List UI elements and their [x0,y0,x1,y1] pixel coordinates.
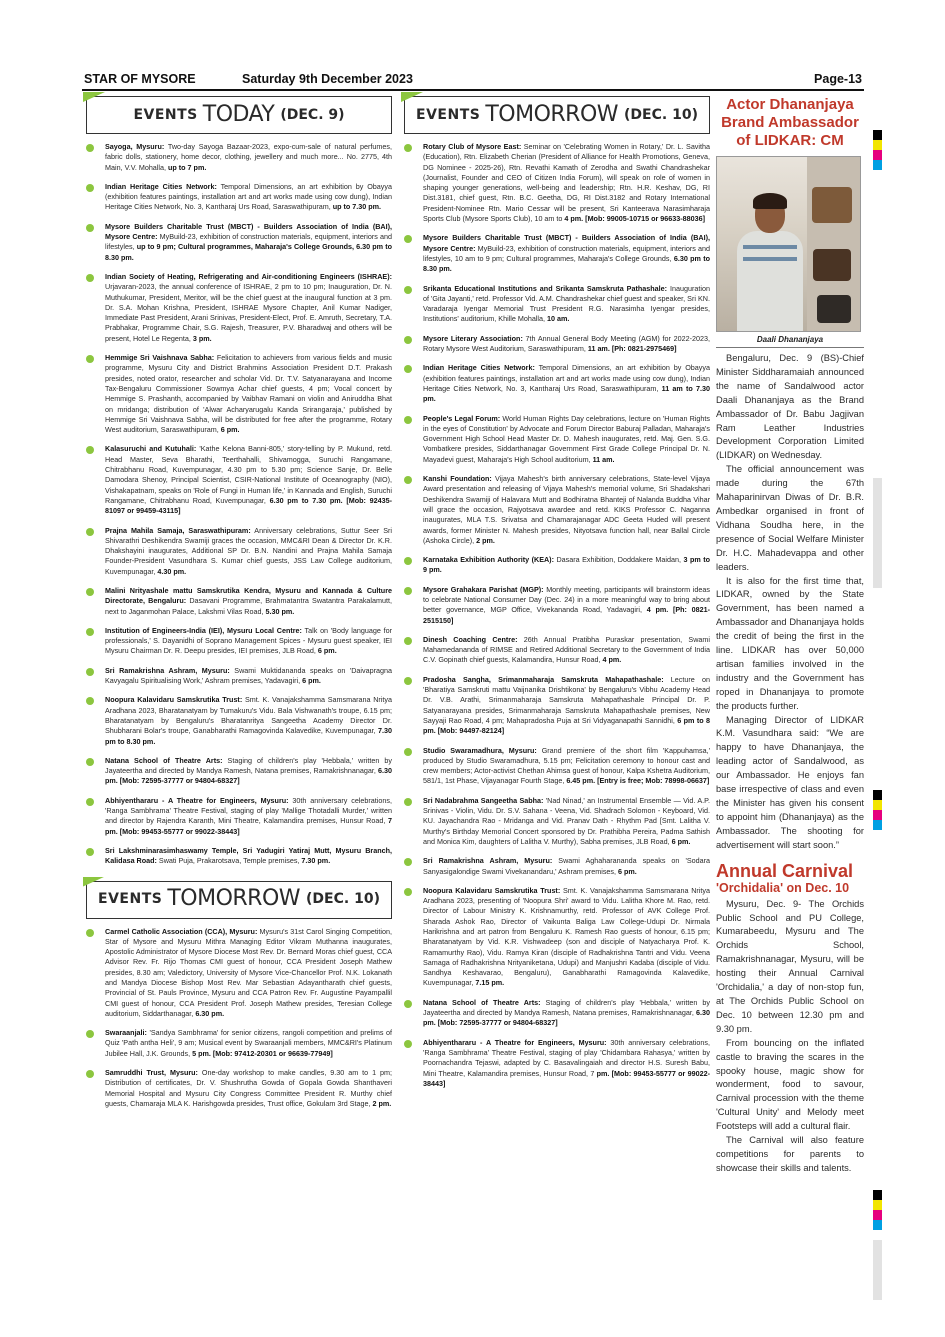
event-details: Inauguration of 'Gita Jayanti,' retd. Professor Vid. A.M. Chandrashekar chief guest and speaker, Sri KN. Varadaraja Iyengar Memorial Trust President R.G. Narasimha Iyengar presides, Institutions' auditorium, Khille Mohalla, [423,283,710,324]
bullet-dot-icon [86,588,94,596]
event-time: 6.30 pm. [Mob: 72595-37777 or 94804-68327] [105,766,392,786]
event-time: 6 pm. [220,425,240,435]
event-title: Carmel Catholic Association (CCA), Mysuru: [105,926,258,936]
event-time: 6 pm. [302,676,321,686]
event-title: Studio Swaramadhura, Mysuru: [423,745,537,755]
event-details: 'Nad Ninad,' an Instrumental Ensemble — Vid. A.P. Srinivas - Violin, Vidu. Dr. S.V. Sahana - Veena, Vid. Shadrach Solomon - Keyboard, Vid. KU. Jayachandra Rao - Mridanga and Vid. Pranav Dath - Rhythm Pad [Smt. Lalitha V. Murthy's Birthday Memorial Concert sponsored by Dr. Prathibha Pereira, Padma Sathish and Monica Kim, daughters of Lalitha V. Murthy), Sabha premises, JLB Road, [423,795,710,846]
event-item [404,796,710,847]
event-item [86,927,392,1020]
event-title: Samruddhi Trust, Mysuru: [105,1068,198,1078]
event-item [86,526,392,577]
photo-caption: Daali Dhananjaya [716,335,864,348]
event-details: World Human Rights Day celebrations, lecture on 'Human Rights in the eyes of Constitution' by Advocate and Forum Director Baburaj Palladan, Maharaja's Government High School Head Master Dr. D. Mahesh inaugurates, retd. Maj. Gen. S.G. Vombatkere presides, Siddarthanagar Government First Grade College Principal Dr. N. Mayadevi guest, Maharaja's High School auditorium, [423,413,711,464]
event-item [86,142,392,173]
event-title: Rotary Club of Mysore East: [423,142,522,151]
bullet-dot-icon [404,1040,412,1048]
event-details: Monthly meeting, participants will brainstorm ideas to celebrate National Consumer Day (Dec. 24) in a more meaningful way to bring about better governance, MGP Office, Vivekananda Road, Yadavagiri, [423,584,710,615]
side-column [716,96,864,1176]
events-day: TODAY [202,101,275,127]
bullet-dot-icon [404,748,412,756]
event-time: up to 9 pm; Cultural programmes, Maharaja's College Grounds, 6.30 pm to 8.30 pm. [105,242,392,262]
event-details: Mysuru's 31st Carol Singing Competition, Star of Mysore and Mysuru Mithra Managing Editor Vikram Muthanna inaugurates, Apostolic Administrator of Mysore Diocese Most Rev. Dr. Bernard Moras chief guest, CCA Advisor Rev. Fr. Rijo Thomas CMI guest of honour, CCA President Joseph Mathew presides, 8.30 am; Valedictory, University of Mysore Vice-Chancellor Prof. N.K. Lokanath and Mandya Diocese Bishop Most Rev. Mar Sebastian Adayantharath chief guests, Provincial of St. Pauls Province, Mysuru and CCA Patron Rev. Fr. Augustine Payampallil CMI guest of honour, CCA President Prof. Joseph Mathew presides, Teresian College auditorium, Siddarthanagar, [105,926,392,1018]
event-details: 26th Annual Pratibha Puraskar presentation, Swami Mahamedananda of RIMSE and Retired Additional Secretary to the Government of India C.V. Gopinath chief guests, Kalamandira, Hunsur Road, [423,634,710,665]
bullet-dot-icon [86,144,94,152]
event-details: Smt. K. Vanajakshamma Samsmarana Nritya Aradhana 2023, presenting of 'Noopura Shri' award to Vidu. Lalitha Khore M. Rao, retd. Director of Labour Ministry K. Krishnamurthy, retd. Professor of AVK College Prof. Sharada Ashok Rao, Director of Vaikunta Baliga Law College-Udupi Dr. Nirmala Harikrishna and art patron from Bengaluru K. Ramesh Rao guests of honour, 6.15 pm; Bharatanatyam by Vid. K.R. Vishwadeep (son and disciple of Natyacharya Prof. K. Ramamurthy Rao), Vidu. Ramya Kiran (disciple of Radhakrishna Tantri and Vidu. Veena Samaga of Radhakrishna Nrityaniketana, Udupi) and Manjushri Kadaba (disciple of Vidu. Sandhya Keshavarao, Bengaluru), Ganabharathi Ramagovinda Kalavedike, Kuvempunagar, [423,885,710,988]
bullet-dot-icon [86,446,94,454]
event-title: Noopura Kalavidaru Samskrutika Trust: [105,695,243,705]
event-details: Staging of children's play 'Hebbala,' written by Jayateertha and directed by Mandya Ramesh, Natana premises, Ramakrishnanagar, [423,997,710,1018]
event-details: Staging of children's play 'Hebbala,' written by Jayateertha and directed by Mandya Ramesh, Natana premises, Ramakrishnanagar, [105,755,392,776]
events-tomorrow-box [404,96,710,134]
events-label: EVENTS [98,891,163,908]
event-item [404,1038,710,1089]
event-details: Talk on 'Body language for professionals,' S. Dayanidhi of Soprano Management Spices - Mysuru guest speaker, IEI Mysuru Chairman Dr. R. Deepu presides, IEI premises, JLB Road, [105,625,392,656]
event-details: 30th anniversary celebrations, 'Ranga Sambhrama' Theatre Festival, staging of play 'Chidambara Rahasya,' written by Poornachandra Tejaswi, adapted by C. Basavalingaiah and director H.S. Suresh Babu, Mini Theatre, Kalamandira premises, Hunsur Road, 7 [423,1037,710,1078]
event-time: 6 pm. [671,836,691,846]
event-details: Temporal Dimensions, an art exhibition by Obayya (exhibition features paintings, installation art and art works made using cow dung), Indian Heritage Cities Network, No. 3, Kantharaj Urs Road, Saraswathipuram, [105,181,392,212]
event-item [86,182,392,213]
events-day: TOMORROW [167,886,301,912]
event-details: Dasavani Programme, Brahmatantra Swatantra Parakalamutt, next to Jaganmohan Palace, Lakshmi Vilas Road, [105,596,392,616]
bullet-dot-icon [86,528,94,536]
events-date: (DEC. 10) [306,891,380,908]
event-details: Felicitation to achievers from various fields and music programme, Mysuru City and District Brahmins Association President D.T. Prakash presides, noted orator, researcher and scholar Vid. Dr. T.V. Satyanarayana and Income Tax-Bengaluru Commissioner Sowmya Achar chief guests, 4 pm; Vocal concert by Hemmige S. Prashanth, accompanied by Vaibhav Ramani on violin and Aniruddha Bhat on mridanga; distribution of 'Alwar Acharyarugalu Kanda Srirangaraja,' published by Hemmige Sri Vaishnava Sabha, will be distributed for free after the programme, Rotary West auditorium, Saraswathipuram, [105,353,393,435]
event-details: Urjavaran-2023, the annual conference of ISHRAE, 2 pm to 10 pm; Inauguration, Dr. N. Muthukumar, President, Meritor, will be the chief guest at the inaugural function at 3 pm. Dr. S.A. Mohan Krishna, President, ISHRAE Mysore Chapter, Anil Kumar Nadiger, Immediate Past President, Arani Srinivas, President-Elect, Prof. E. Amruth, Secretary, T.A. Prabhakar, Programme Chair, S.G. Rajesh, Treasurer, P.V. Bharadwaj and others will be present, Hotel Le Regenta, [105,282,392,343]
bullet-dot-icon [86,224,94,232]
event-item [86,272,392,344]
event-title: Natana School of Theatre Arts: [105,755,223,765]
event-time: 2 pm. [372,1098,392,1108]
event-time: 6.30 pm. [Mob: 72595-37777 or 94804-68327] [423,1008,710,1028]
event-details: MyBuild-23, exhibition of construction materials, equipment, interiors and lifestyles, [105,232,393,252]
event-title: Swaraanjali: [105,1028,147,1038]
event-item [86,444,392,516]
event-title: Kanshi Foundation: [423,474,492,484]
events-column-left [86,96,392,1118]
event-item [404,474,710,546]
bullet-dot-icon [86,668,94,676]
event-item [404,284,710,325]
event-details: One-day workshop to make candles, 9.30 am to 1 pm; Distribution of certificates, Dr. V. Shushrutha Gowda of Gopala Gowda Shanthaveri Memorial Hospital and Mysuru City Congress Committee President R. Murthy chief guests, Chamaraja MLA K. Harishgowda presides, Trust office, Gokulam 3rd Stage, [105,1068,392,1108]
event-title: Sri Ramakrishna Ashram, Mysuru: [423,856,553,866]
bullet-dot-icon [404,286,412,294]
event-item [86,586,392,617]
article-paragraph: From bouncing on the inflated castle to braving the scares in the spooky house, magic show for wonderment, food to savour, Carnival procession with the theme 'Cultural Unity' and Melody meet Footsteps will add a cultural flair. [716,1037,864,1132]
event-title: Pradosha Sangha, Srimanmaharaja Samskruta Mahapathashale: [423,674,664,684]
event-time: 11 am. [Ph: 0821-2975469] [587,344,677,354]
event-title: Mysore Builders Charitable Trust (MBCT) - Builders Association of India (BAI), Mysore Centre: [105,221,392,242]
event-title: Malini Nrityashale mattu Samskrutika Kendra, Mysuru and Kannada & Culture Directorate, Bengaluru: [105,585,392,606]
event-title: Sayoga, Mysuru: [105,142,165,151]
event-time: 6.30 pm to 8.30 pm. [423,253,710,274]
bullet-dot-icon [86,697,94,705]
event-item [404,142,710,224]
event-time: 4 pm. [Ph: 0821-2515150] [423,605,711,625]
event-time: 7.15 pm. [475,978,505,988]
event-title: Indian Heritage Cities Network: [423,363,535,373]
events-tomorrow-list [86,927,392,1110]
event-time: 3 pm. [192,333,212,343]
bullet-dot-icon [404,235,412,243]
events-date: (DEC. 9) [280,106,345,123]
event-title: People's Legal Forum: [423,413,501,423]
bullet-dot-icon [86,1070,94,1078]
event-time: 7.30 pm to 8.30 pm. [105,726,392,746]
event-time: 7 pm. [Mob: 99453-55777 or 99022-38443] [105,816,392,836]
bullet-dot-icon [404,637,412,645]
event-title: Indian Society of Heating, Refrigerating and Air-conditioning Engineers (ISHRAE): [105,271,392,281]
bullet-dot-icon [86,798,94,806]
event-item [404,585,710,626]
event-title: Dinesh Coaching Centre: [423,634,518,644]
event-item [86,1028,392,1059]
events-label: EVENTS [133,106,198,123]
event-details: Smt. K. Vanajakshamma Samsmarana Nritya Aradhana 2023, Bharatanatyam by Tumakuru's Vidu. Bala Vishwanath's troupe, 6.15 pm; Bharatanatyam by Bengaluru's Bharatanritya Sangeetha Academy Director Dr. Shubharani Bolar's troupe, Ganabharathi Ramagovinda Kalavedike, Kuvempunagar, [105,695,392,736]
bullet-dot-icon [404,144,412,152]
event-item [404,233,710,274]
event-title: Srikanta Educational Institutions and Srikanta Samskruta Pathashale: [423,283,668,293]
event-details: Anniversary celebrations, Suttur Seer Sri Shivarathri Deshikendra Swamiji graces the occasion, MMC&RI Dean & Director Dr. K.R. Dhakshayini inaugurates, Additional SP Dr. B.N. Nandini and Prajna Mahila Samaja Founder-President Vasundhara S. Kumar chief guests, JSS Law College auditorium, Kuvempunagar, [105,525,392,576]
event-details: 'Kathe Kelona Banni-805,' story-telling by P. Mukund, retd. Head Master, Seva Bharathi, Teerthahalli, Shivamogga, Suruchi Rangamane, Chitrabhanu Road, Kuvempunagar, 4.30 pm to 5.30 pm; Science Sanje, Dr. Belle Damodara Shenoy, Principal Scientist, CSIR-National Institute of Oceanography (NIO), Vishakapatnam, speaks on 'Role of Fungi in Human life,' in Kannada and English, Suruchi Rangamane, Chitrabhanu Road, Kuvempunagar, [105,444,392,505]
event-time: 6 pm to 8 pm. [Mob: 94497-82124] [423,715,710,736]
event-title: Noopura Kalavidaru Samskrutika Trust: [423,885,561,895]
event-item [404,746,710,787]
event-time: 10 am. [547,314,570,324]
event-item [86,796,392,837]
carnival-subhead: 'Orchidalia' on Dec. 10 [716,880,850,895]
event-time: 5 pm. [Mob: 97412-20301 or 96639-77949] [192,1048,333,1058]
article-paragraph: The Carnival will also feature competitions for parents to showcase their skills and talents. [716,1135,864,1173]
page-number: Page-13 [814,72,862,86]
event-time: 5.30 pm. [265,606,295,616]
event-time: 2 pm. [476,535,495,545]
event-title: Abhiyenthararu - A Theatre for Engineers, Mysuru: [105,795,289,805]
event-item [404,635,710,666]
event-details: Swati Puja, Prakarotsava, Temple premises, [156,856,302,866]
bullet-dot-icon [404,677,412,685]
bullet-dot-icon [86,848,94,856]
color-registration-bar [873,1190,882,1230]
lidkar-headline: Actor Dhananjaya Brand Ambassador of LIDKAR: CM [721,96,859,149]
event-time: 6 pm. [317,646,337,656]
event-time: 3 pm to 9 pm. [423,555,710,575]
event-item [86,666,392,687]
event-item [404,856,710,877]
event-details: Lecture on 'Bharatiya Samskruti mattu Vaijnanika Drishtikona' by Bengaluru's Vibhu Academy Head Dr. V.B. Arathi, Srimanmaharaja Samskruta Mahapathashale Principal Dr. P. Satyanarayana presides, Srimanmaharaja Samskruta Mahapathashale premises, New Sayyaji Rao Road, 4 pm; Mahapradosha Puja at Sri Vidyaganapathi Sannidhi, [423,674,710,725]
event-title: Kalasuruchi and Kutuhali: [105,444,197,454]
events-tomorrow-box [86,881,392,919]
event-details: 7th Annual General Body Meeting (AGM) for 2022-2023, Rotary Mysore West Auditorium, Saraswathipuram, [423,333,710,354]
carnival-article-body [716,898,864,1176]
event-title: Sri Nadabrahma Sangeetha Sabha: [423,795,544,805]
bullet-dot-icon [86,184,94,192]
event-item [404,675,710,737]
event-time: pm. [Mob: 99453-55777 or 99022-38443] [423,1068,710,1088]
bullet-dot-icon [404,365,412,373]
event-item [404,555,710,576]
event-time: up to 7.30 pm. [332,202,382,212]
event-title: Natana School of Theatre Arts: [423,997,541,1007]
event-title: Karnataka Exhibition Authority (KEA): [423,555,554,565]
bullet-dot-icon [404,798,412,806]
event-title: Abhiyenthararu - A Theatre for Engineers, Mysuru: [423,1037,607,1047]
event-item [86,756,392,787]
events-today-box [86,96,392,134]
event-title: Institution of Engineers-India (IEI), Mysuru Local Centre: [105,625,302,635]
event-item [86,846,392,867]
event-title: Mysore Literary Association: [423,333,523,343]
event-time: 7.30 pm. [301,856,331,866]
event-time: 4 pm. [602,655,622,665]
bullet-dot-icon [86,274,94,282]
event-item [404,886,710,989]
event-details: Seminar on 'Celebrating Women in Rotary,' Dr. L. Savitha (Education), Rtn. Elizabeth Cherian (President of Alliance for Health Promotions, Geneva, DG Nominee - 2025-26), Rtn. Revathi Kamath of Zerodha and Swathi Chandrashekar (Journalist, Founder and CEO of Citizen India Forum), will speak on role of women in shaping younger generations, well-being and leadership; Rtn. H.R. Keshav, DG, RI Dist.3181, chief guest, Rtn. B.C. Geetha, DG, RI Dist.3182 and Rotary International President-Nominee Rtn. Mario Cessar will be present, Sri Kanteerava Narasimharaja Sports Club (Mysore Sports Club), 10 am to [423,142,710,224]
event-details: 'Sandya Sambhrama' for senior citizens, rangoli competition and prelims of Quiz 'Path antha Heli', 9 am; Musical event by Swaraanjali members, MMC&RI's Platinum Jubilee Hall, J.K. Grounds, [105,1028,392,1058]
event-time: 11 am. [592,454,615,464]
event-item [86,626,392,657]
green-flag-icon [83,92,105,102]
bullet-dot-icon [404,557,412,565]
carnival-headline: Annual Carnival [716,860,854,881]
event-title: Indian Heritage Cities Network: [105,181,217,191]
grey-margin-bar [873,1240,882,1300]
event-item [404,414,710,465]
bullet-dot-icon [404,587,412,595]
bullet-dot-icon [86,758,94,766]
bullet-dot-icon [404,1000,412,1008]
dhananjaya-photo [716,156,861,332]
lidkar-article-body [716,352,864,853]
event-item [86,695,392,746]
event-time: 6.30 pm to 7.30 pm. [Mob: 92435-81097 or 99459-43115] [105,495,392,516]
event-title: Mysore Builders Charitable Trust (MBCT) - Builders Association of India (BAI), Mysore Centre: [423,233,710,253]
event-title: Hemmige Sri Vaishnava Sabha: [105,353,215,363]
event-time: 4 pm. [Mob: 99005-10715 or 96633-88036] [564,214,706,224]
bullet-dot-icon [404,888,412,896]
event-item [86,1068,392,1109]
green-flag-icon [83,877,105,887]
event-details: Swami Muktidananda speaks on 'Daivapragna Kavyagalu Spiritualising Work,' Ashram premises, Yadavagiri, [105,665,393,686]
color-registration-bar [873,790,882,830]
events-day: TOMORROW [485,101,619,127]
event-details: Grand premiere of the short film 'Kappuhamsa,' produced by Studio Swaramadhura, 5.15 pm; Felicitation ceremony to honour cast and crew members; Actor-activist Chethan Ahimsa guest of honour, Kalpa Kshetra Auditorium, 581/1, 1st Phase, Vijayanagar Fourth Stage, [423,745,710,786]
event-details: Vijaya Mahesh's birth anniversary celebrations, State-level Vijaya Award presentation and releasing of Vijaya Mahesh's memorial volume, Sri Shadakshari Deshikendra Swamiji of Halavara Mutt and Bodhiratna Bhanteji of Nalanda Buddha Vihar will grace the occasion, Rajyotsava awardee and retd. KIKS Professor C. Naganna inaugurates, MLA T.S. Srivatsa and Chamarajanagar ADC Geeta Huded will present awards, former Minister N. Mahesh presides, Nityotsava function hall, near Ballal Circle (Ashoka Circle), [423,474,710,545]
page-header [84,72,862,90]
bullet-dot-icon [404,476,412,484]
grey-margin-bar [873,478,882,588]
event-title: Sri Lakshminarasimhaswamy Temple, Sri Yadugiri Yatiraj Mutt, Mysuru Branch, Kalidasa Road: [105,845,392,866]
article-paragraph: Mysuru, Dec. 9- The Orchids Public School and PU College, Kumarabeedu, Mysuru and The Orchids School, Ramakrishnanagar, Mysuru, will be hosting their Annual Carnival 'Orchidalia,' a day of non-stop fun, at The Orchids Public School on Dec. 10 between 12.30 pm and 9.30 pm. [716,898,864,1034]
events-label: EVENTS [416,106,481,123]
event-title: Prajna Mahila Samaja, Saraswathipuram: [105,525,251,535]
header-rule [82,89,864,91]
event-item [404,363,710,404]
bullet-dot-icon [86,355,94,363]
bullet-dot-icon [86,1030,94,1038]
event-item [404,334,710,355]
event-time: 6 pm. [618,866,637,876]
event-item [86,222,392,263]
bullet-dot-icon [404,416,412,424]
bullet-dot-icon [86,628,94,636]
event-details: MyBuild-23, exhibition of construction materials, equipment, interiors and lifestyles, 10 am to 9 pm; Cultural programmes, Maharaja's College Grounds, [423,243,711,263]
event-details: Two-day Sayoga Bazaar-2023, expo-cum-sale of natural perfumes, fabric dolls, stationery, home decor, clothing, jewellery and much more... No. 2775, 4th Main, V.V. Mohalla, [105,142,392,172]
event-time: 6.45 pm. [Entry is free; Mob: 78998-06637] [566,776,710,786]
events-tomorrow-list [404,142,710,1089]
events-date: (DEC. 10) [624,106,698,123]
article-paragraph: It is also for the first time that, LIDKAR, owned by the State Government, has been named a Ambassador and Dhananjaya holds the credit of being the first in the line. LIDKAR has over 50,000 artisan families involved in the industry and the Government has roped in Dhananjaya to promote the products further. [716,575,864,711]
events-today-list [86,142,392,867]
green-flag-icon [401,92,423,102]
event-title: Mysore Grahakara Parishat (MGP): [423,584,544,594]
bullet-dot-icon [404,858,412,866]
event-details: Swami Aghaharananda speaks on 'Sodara Sanyasigalondige Swami Vivekanandaru,' Ashram premises, [423,856,710,876]
event-time: 4.30 pm. [157,566,187,576]
event-time: 11 am to 7.30 pm. [423,383,710,404]
event-details: 30th anniversary celebrations, 'Ranga Sambhrama' Theatre Festival, staging of play 'Mallige Thotadalli Murder,' written and director by Rajendra Karanth, Mini Theatre, Kalamandira premises, Hunsur Road, [105,795,392,826]
event-time: up to 7 pm. [168,162,207,172]
article-paragraph: Bengaluru, Dec. 9 (BS)-Chief Minister Siddharamaiah announced the name of Sandalwood actor Daali Dhananjaya as the Brand Ambassador of Dr. Babu Jagjivan Ram Leather Industries Development Corporation Limited (LIDKAR) on Wednesday. [716,353,864,461]
event-time: 6.30 pm. [195,1008,225,1018]
event-details: Dasara Exhibition, Doddakere Maidan, [553,555,684,565]
bullet-dot-icon [404,336,412,344]
events-column-middle [404,96,710,1098]
event-details: Temporal Dimensions, an art exhibition by Obayya (exhibition features paintings, installation art and art works made using cow dung), Indian Heritage Cities Network, No. 3, Kantharaj Urs Road, Saraswathipuram, [423,363,710,393]
event-title: Sri Ramakrishna Ashram, Mysuru: [105,665,230,675]
color-registration-bar [873,130,882,170]
article-paragraph: Managing Director of LIDKAR K.M. Vasundhara said: “We are happy to have Dhananjaya, the leading actor of Sandalwood, as our Ambassador. He enjoys fan base irrespective of class and even the Minister has given his consent to appoint him (Dhananjaya) as the Ambassador. The shooting for advertisement will start soon.” [716,714,864,850]
issue-date: Saturday 9th December 2023 [242,72,413,86]
event-item [404,998,710,1029]
article-paragraph: The official announcement was made during the 67th Mahaparinirvan Diwas of Dr. B.R. Ambedkar organised in front of Vidhana Soudha here, in the presence of Social Welfare Minister Dr. H.C. Mahadevappa and other leaders. [716,464,864,572]
event-item [86,353,392,435]
publication-name: STAR OF MYSORE [84,72,196,86]
bullet-dot-icon [86,929,94,937]
